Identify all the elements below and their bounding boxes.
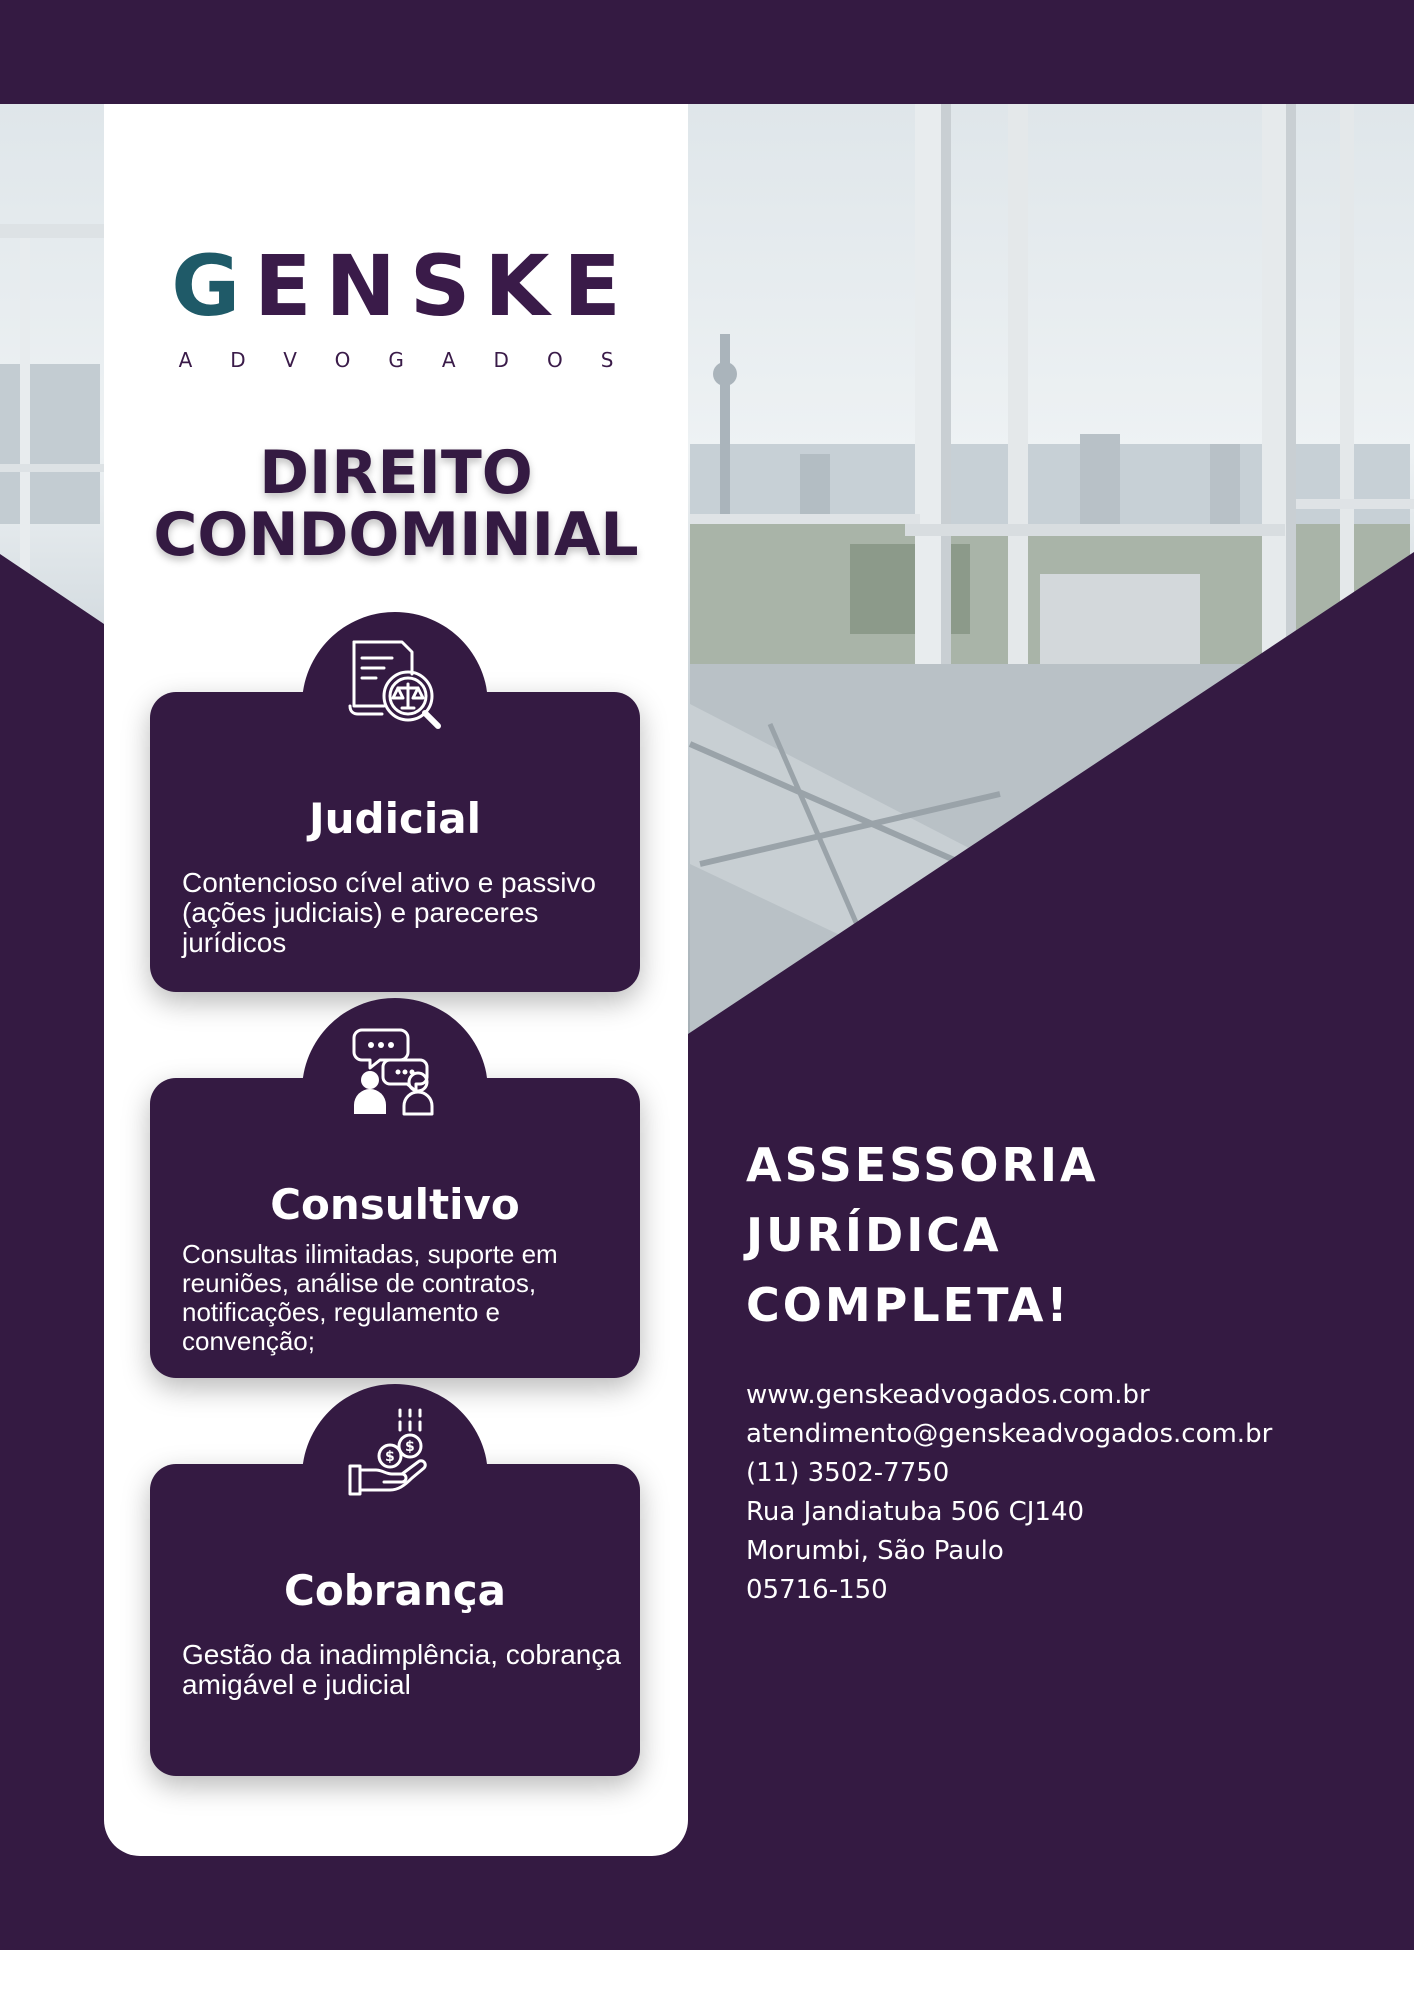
svg-text:$: $ — [405, 1439, 415, 1455]
card-text-judicial: Contencioso cível ativo e passivo (ações judiciais) e pareceres jurídicos — [182, 867, 596, 958]
address-street: Rua Jandiatuba 506 CJ140 — [746, 1497, 1085, 1527]
page-headline — [104, 438, 688, 570]
tagline-line-3: COMPLETA! — [746, 1278, 1071, 1332]
phone-number[interactable]: (11) 3502-7750 — [746, 1458, 950, 1488]
logo-wordmark-rest: ENSKE — [254, 237, 635, 335]
logo-wordmark — [104, 237, 688, 335]
svg-text:$: $ — [385, 1449, 395, 1465]
service-card-consultivo — [150, 1078, 640, 1378]
service-card-judicial — [150, 692, 640, 992]
logo-subtitle: ADVOGADOS — [178, 348, 652, 372]
card-text-consultivo: Consultas ilimitadas, suporte em reuniões, análise de contratos, notificações, regulamento e convenção; — [182, 1239, 558, 1356]
address-city: Morumbi, São Paulo — [746, 1536, 1004, 1566]
card-title-judicial: Judicial — [308, 794, 482, 843]
genske-logo — [104, 237, 688, 372]
card-title-cobranca: Cobrança — [284, 1566, 506, 1615]
headline-line-1: DIREITO — [259, 438, 533, 508]
website-link[interactable]: www.genskeadvogados.com.br — [746, 1380, 1150, 1410]
email-link[interactable]: atendimento@genskeadvogados.com.br — [746, 1419, 1273, 1449]
headline-line-2: CONDOMINIAL — [153, 500, 639, 570]
contact-info — [746, 1376, 1386, 1610]
legal-document-scale-icon — [340, 630, 450, 740]
address-zip: 05716-150 — [746, 1575, 888, 1605]
money-hand-icon — [340, 1402, 450, 1512]
tagline-line-1: ASSESSORIA — [746, 1138, 1099, 1192]
bottom-white-strip — [0, 1950, 1414, 2000]
consultation-chat-icon — [340, 1016, 450, 1126]
services-panel — [104, 104, 688, 1856]
tagline-line-2: JURÍDICA — [746, 1208, 1002, 1262]
card-title-consultivo: Consultivo — [270, 1180, 520, 1229]
card-text-cobranca: Gestão da inadimplência, cobrança amigável e judicial — [182, 1639, 621, 1700]
tagline — [746, 1130, 1366, 1340]
logo-mark-letter: G — [171, 237, 255, 335]
service-card-cobranca — [150, 1439, 640, 1776]
